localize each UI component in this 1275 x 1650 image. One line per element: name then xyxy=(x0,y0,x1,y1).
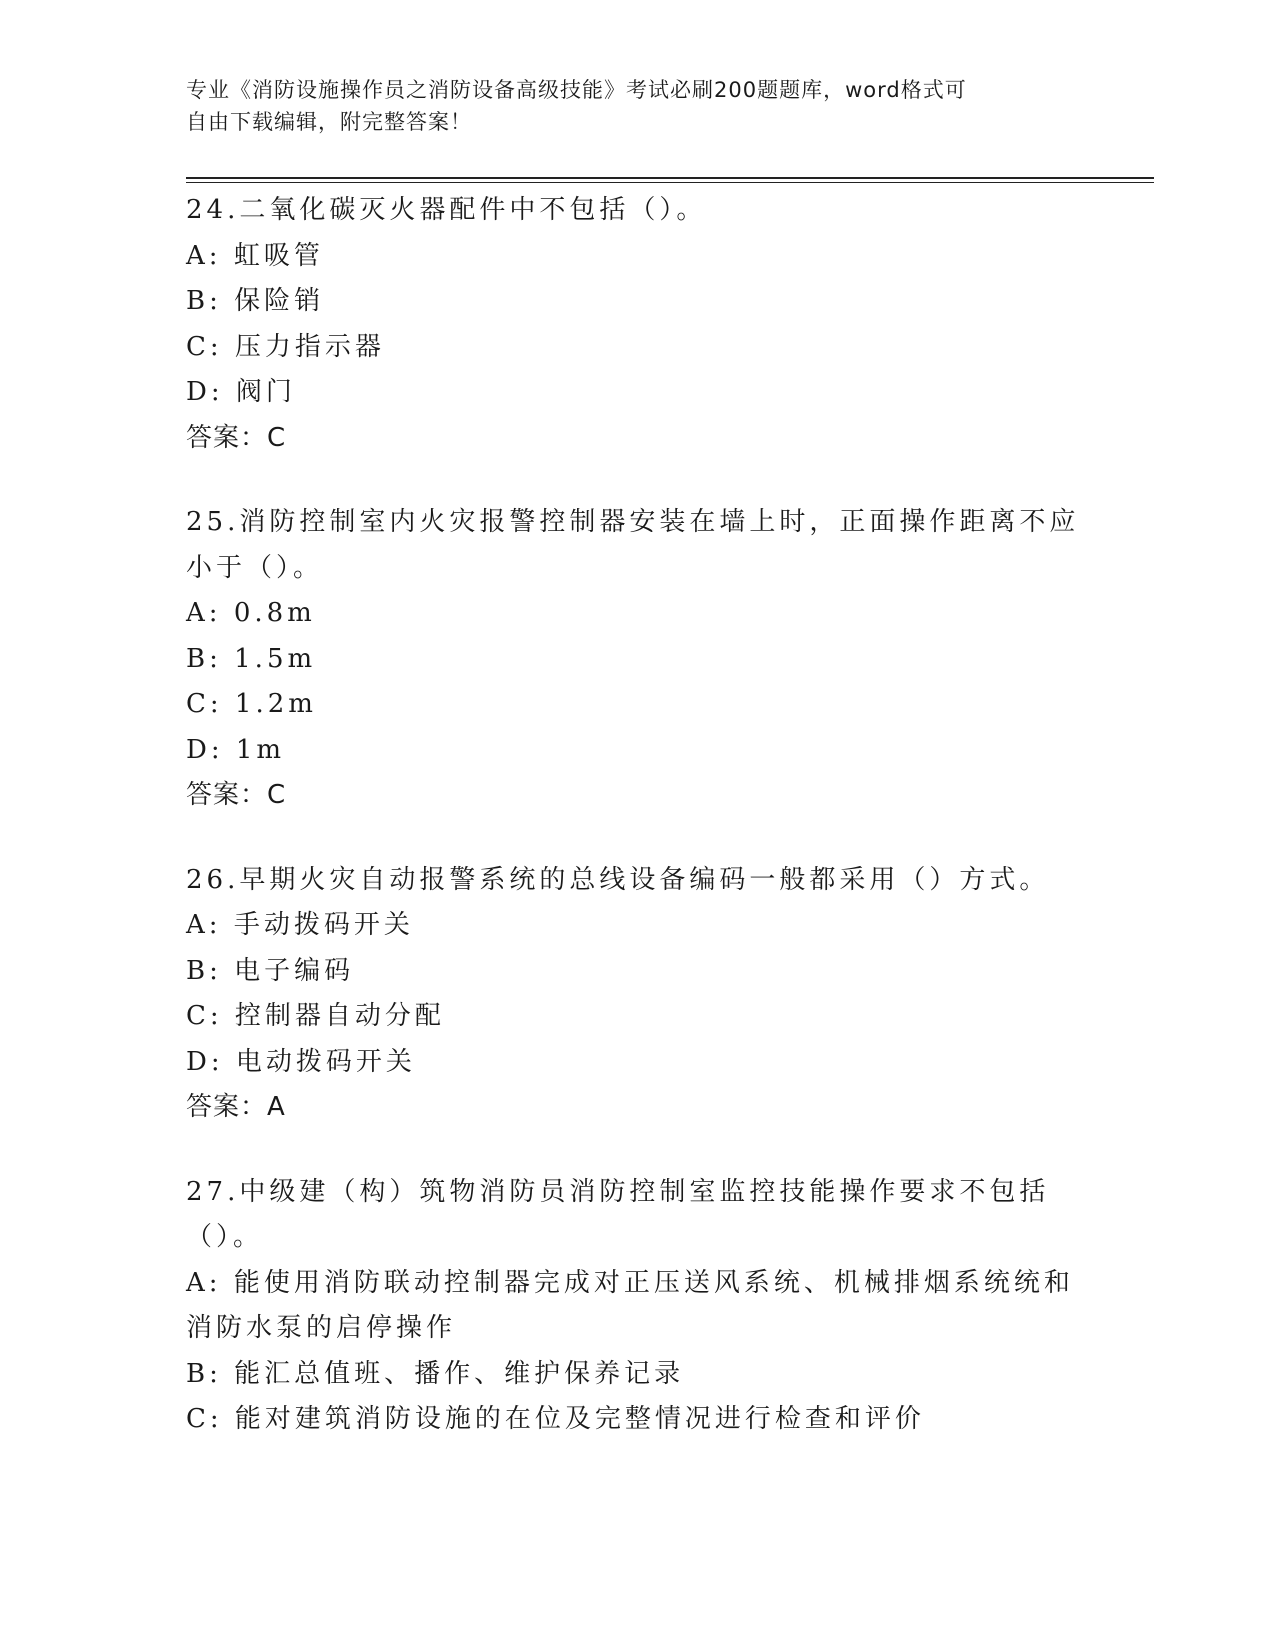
option-label: C: xyxy=(186,331,223,362)
header-divider-thick xyxy=(186,177,1154,179)
option-label: C: xyxy=(186,1001,223,1031)
header-divider-thin xyxy=(186,182,1154,183)
document-header xyxy=(186,74,1066,138)
option-text: 压力指示器 xyxy=(234,331,385,362)
option-d xyxy=(186,728,1086,774)
option-text: 阀门 xyxy=(235,377,296,407)
question-27 xyxy=(186,1170,1086,1443)
question-26 xyxy=(186,858,1086,1131)
option-label: B: xyxy=(186,643,222,674)
option-text: 0.8m xyxy=(233,598,316,628)
answer-line: 答案：C xyxy=(186,422,287,453)
option-text: 虹吸管 xyxy=(233,240,324,271)
header-line-2: 自由下载编辑，附完整答案！ xyxy=(186,110,472,134)
option-b xyxy=(186,1352,1086,1398)
option-label: D: xyxy=(186,1046,224,1077)
option-label: A: xyxy=(186,1267,222,1298)
question-25 xyxy=(186,500,1086,819)
option-text: 1.2m xyxy=(234,689,317,719)
option-text: 1m xyxy=(235,734,286,765)
header-line-1: 专业《消防设施操作员之消防设备高级技能》考试必刷200题题库，word格式可 xyxy=(186,78,967,102)
option-text: 能对建筑消防设施的在位及完整情况进行检查和评价 xyxy=(234,1404,925,1434)
option-c xyxy=(186,994,1086,1040)
option-a xyxy=(186,1261,1086,1352)
option-label: C: xyxy=(186,689,223,719)
option-a xyxy=(186,234,1086,280)
option-d xyxy=(186,370,1086,416)
question-24 xyxy=(186,188,1086,461)
option-c xyxy=(186,325,1086,371)
option-label: A: xyxy=(186,910,222,940)
option-text: 控制器自动分配 xyxy=(234,1001,445,1031)
option-text: 能汇总值班、播作、维护保养记录 xyxy=(234,1358,685,1389)
option-c xyxy=(186,1397,1086,1443)
option-b xyxy=(186,637,1086,683)
question-stem: 27.中级建（构）筑物消防员消防控制室监控技能操作要求不包括（）。 xyxy=(186,1176,1050,1252)
option-label: B: xyxy=(186,955,222,986)
option-text: 1.5m xyxy=(234,643,317,674)
option-a xyxy=(186,591,1086,637)
option-text: 手动拨码开关 xyxy=(233,910,414,940)
question-list xyxy=(186,188,1086,1482)
answer-line: 答案：A xyxy=(186,1092,286,1122)
option-label: A: xyxy=(186,240,222,271)
option-c xyxy=(186,682,1086,728)
question-stem: 25.消防控制室内火灾报警控制器安装在墙上时，正面操作距离不应小于（）。 xyxy=(186,507,1080,583)
option-b xyxy=(186,949,1086,995)
option-label: D: xyxy=(186,734,224,765)
answer-line: 答案：C xyxy=(186,780,287,810)
option-text: 电动拨码开关 xyxy=(235,1046,416,1077)
option-label: B: xyxy=(186,286,222,316)
option-text: 能使用消防联动控制器完成对正压送风系统、机械排烟系统统和消防水泵的启停操作 xyxy=(186,1267,1074,1343)
option-d xyxy=(186,1040,1086,1086)
option-label: D: xyxy=(186,377,224,407)
option-text: 保险销 xyxy=(234,286,325,316)
option-text: 电子编码 xyxy=(234,955,355,986)
option-b xyxy=(186,279,1086,325)
option-label: A: xyxy=(186,598,222,628)
option-a xyxy=(186,903,1086,949)
question-stem: 26.早期火灾自动报警系统的总线设备编码一般都采用（）方式。 xyxy=(186,864,1050,895)
question-stem: 24.二氧化碳灭火器配件中不包括（）。 xyxy=(186,195,707,225)
option-label: C: xyxy=(186,1404,223,1434)
option-label: B: xyxy=(186,1358,222,1389)
